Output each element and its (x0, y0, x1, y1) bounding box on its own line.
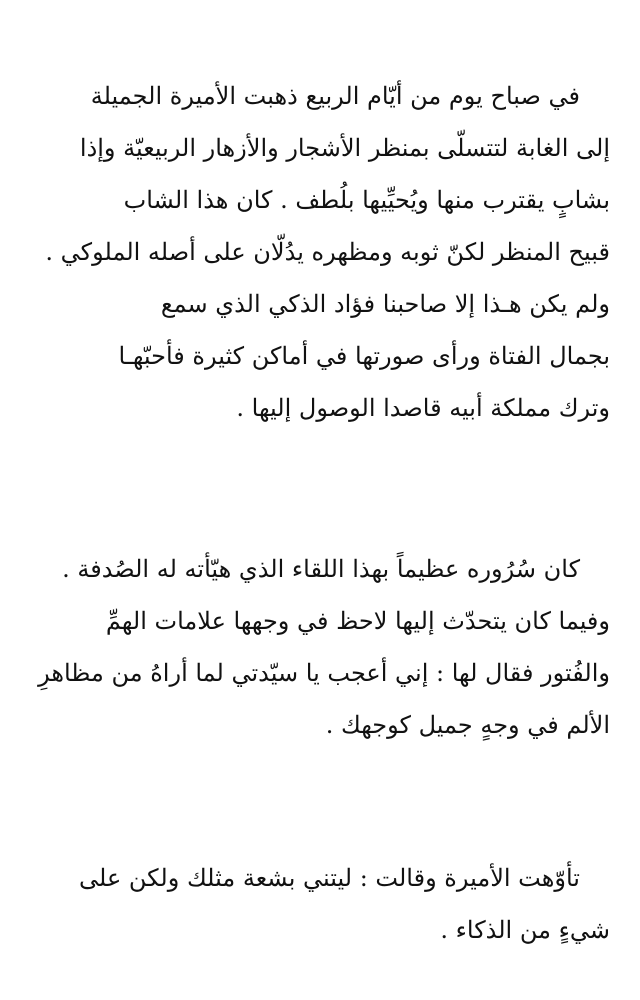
text-line: بشابٍ يقترب منها ويُحيِّيها بلُطف . كان هذا الشاب (123, 186, 610, 214)
text-line: تأوّهت الأميرة وقالت : ليتني بشعة مثلك ولكن على (79, 864, 580, 892)
text-line: في صباح يوم من أيّام الربيع ذهبت الأميرة الجميلة (90, 82, 580, 110)
text-line: إلى الغابة لتتسلّى بمنظر الأشجار والأزهار الربيعيّة وإذا (79, 134, 610, 162)
paragraph-3 (30, 852, 610, 956)
text-line: شيءٍ من الذكاء . (440, 916, 610, 944)
text-line: كان سُرُوره عظيماً بهذا اللقاء الذي هيّأته له الصُدفة . (62, 555, 580, 583)
text-line: وفيما كان يتحدّث إليها لاحظ في وجهها علامات الهمِّ (105, 607, 610, 635)
paragraph-1 (30, 70, 610, 434)
text-line: والفُتور فقال لها : إني أعجب يا سيّدتي لما أراهُ من مظاهرِ (38, 659, 610, 687)
text-line: ولم يكن هـذا إلا صاحبنا فؤاد الذكي الذي سمع (160, 290, 610, 318)
text-line: الألم في وجهٍ جميل كوجهك . (325, 711, 610, 739)
paragraph-2 (30, 543, 610, 751)
text-line: قبيح المنظر لكنّ ثوبه ومظهره يدُلّان على أصله الملوكي . (45, 238, 610, 266)
text-line: وترك مملكة أبيه قاصدا الوصول إليها . (236, 394, 610, 422)
text-line: بجمال الفتاة ورأى صورتها في أماكن كثيرة فأحبّهـا (118, 342, 610, 370)
